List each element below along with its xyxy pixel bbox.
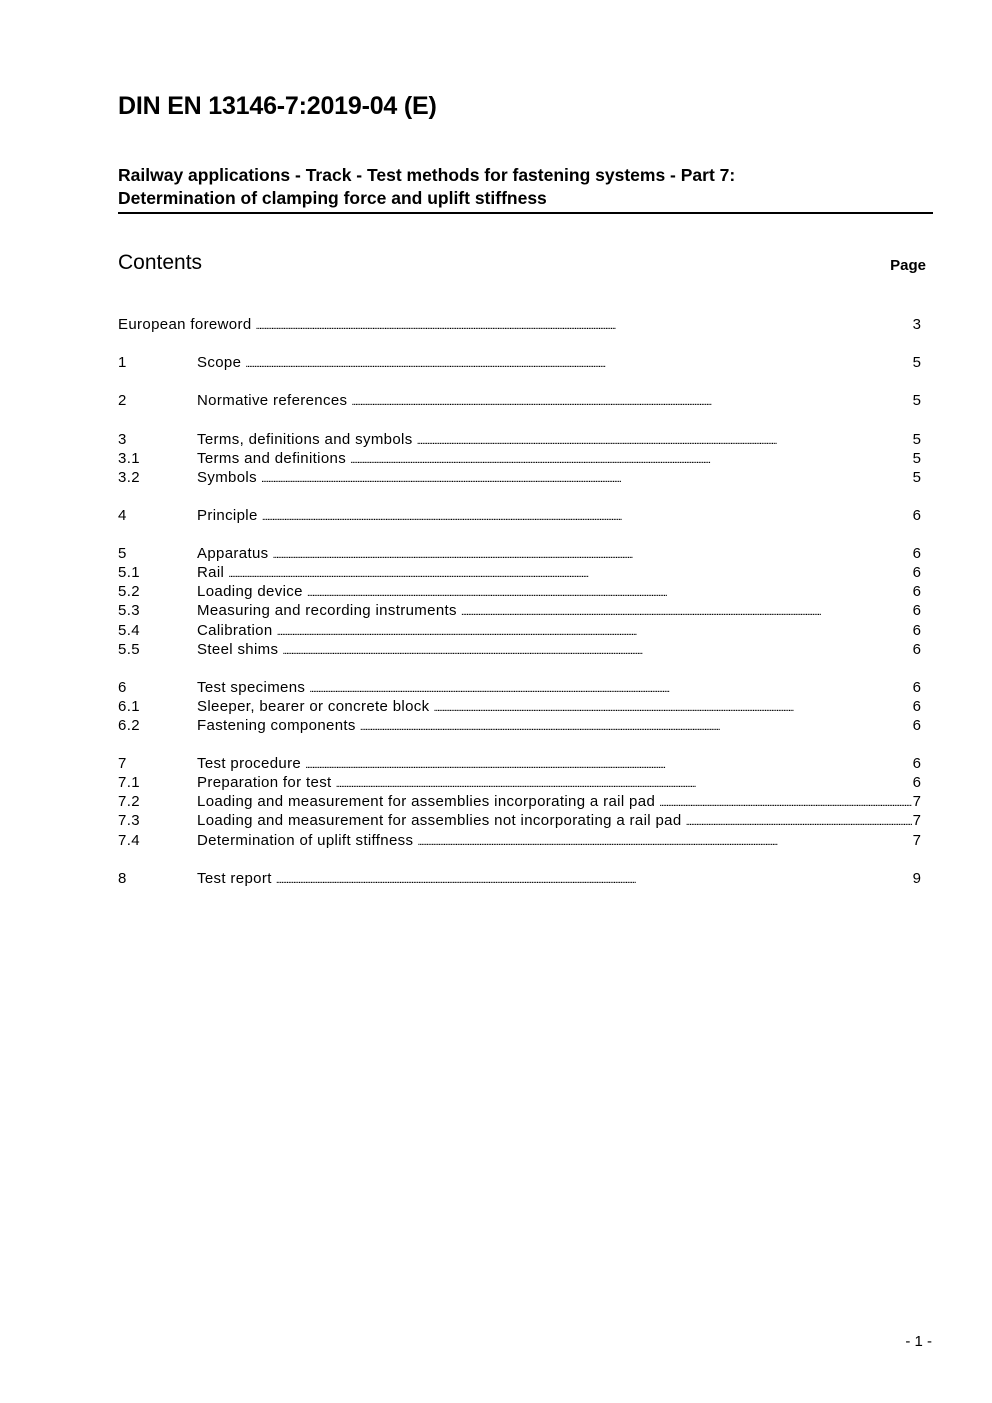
toc-leader-dots <box>351 391 911 410</box>
toc-leader-dots <box>434 697 912 716</box>
toc-entry-page: 6 <box>912 640 921 658</box>
toc-entry-number: 7.2 <box>118 793 140 811</box>
table-of-contents <box>118 315 921 888</box>
toc-entry-number: 7 <box>118 755 127 773</box>
toc-entry-title: Loading and measurement for assemblies not incorporating a rail pad <box>197 812 682 830</box>
toc-leader-dots <box>336 773 912 792</box>
toc-entry-page: 7 <box>912 812 921 830</box>
toc-entry[interactable] <box>118 716 921 735</box>
toc-entry[interactable] <box>118 869 921 888</box>
toc-entry-title: Terms, definitions and symbols <box>197 430 413 448</box>
toc-entry-title: Steel shims <box>197 640 279 658</box>
toc-entry[interactable] <box>118 544 921 563</box>
page-number: - 1 - <box>905 1333 932 1350</box>
toc-leader-dots <box>309 678 911 697</box>
toc-entry[interactable] <box>118 811 921 830</box>
toc-entry-number: 7.4 <box>118 831 140 849</box>
toc-entry[interactable] <box>118 391 921 410</box>
toc-leader-dots <box>276 869 912 888</box>
toc-entry-number: 5.5 <box>118 640 140 658</box>
toc-entry[interactable] <box>118 831 921 850</box>
document-title-line-1: Railway applications - Track - Test methods for fastening systems - Part 7: <box>118 165 736 185</box>
toc-entry-number: 7.3 <box>118 812 140 830</box>
toc-entry[interactable] <box>118 678 921 697</box>
toc-entry-page: 6 <box>912 583 921 601</box>
contents-heading: Contents <box>118 251 203 274</box>
toc-entry[interactable] <box>118 621 921 640</box>
toc-entry-page: 6 <box>912 602 921 620</box>
toc-entry-title: Loading device <box>197 583 303 601</box>
toc-entry-title: Determination of uplift stiffness <box>197 831 414 849</box>
toc-entry-title: Preparation for test <box>197 774 332 792</box>
toc-entry[interactable] <box>118 449 921 468</box>
toc-entry[interactable] <box>118 506 921 525</box>
page-column-heading: Page <box>890 257 926 274</box>
toc-leader-dots <box>307 582 912 601</box>
toc-entry-number: 4 <box>118 506 127 524</box>
toc-entry-number: 2 <box>118 392 127 410</box>
toc-entry-page: 5 <box>912 354 921 372</box>
document-title <box>118 164 933 214</box>
toc-entry[interactable] <box>118 430 921 449</box>
toc-entry-title: Test report <box>197 869 272 887</box>
toc-entry-title: Measuring and recording instruments <box>197 602 457 620</box>
toc-entry-page: 6 <box>912 678 921 696</box>
toc-entry-title: Fastening components <box>197 716 356 734</box>
toc-entry[interactable] <box>118 640 921 659</box>
toc-entry-number: 3.2 <box>118 468 140 486</box>
toc-entry-page: 6 <box>912 545 921 563</box>
toc-leader-dots <box>277 621 912 640</box>
toc-entry-title: Terms and definitions <box>197 449 347 467</box>
toc-entry-page: 7 <box>912 831 921 849</box>
toc-leader-dots <box>245 353 911 372</box>
toc-entry-title: Sleeper, bearer or concrete block <box>197 697 430 715</box>
toc-entry[interactable] <box>118 582 921 601</box>
toc-entry-number: 6.2 <box>118 716 140 734</box>
toc-leader-dots <box>228 563 911 582</box>
toc-entry-title: Test procedure <box>197 755 302 773</box>
toc-entry-title: Apparatus <box>197 545 269 563</box>
toc-leader-dots <box>261 468 912 487</box>
toc-leader-dots <box>360 716 912 735</box>
toc-leader-dots <box>350 449 912 468</box>
toc-entry[interactable] <box>118 353 921 372</box>
toc-entry[interactable] <box>118 773 921 792</box>
toc-entry-number: 5.2 <box>118 583 140 601</box>
toc-entry[interactable] <box>118 754 921 773</box>
document-title-line-2: Determination of clamping force and uplift stiffness <box>118 188 547 208</box>
toc-entry-number: 6.1 <box>118 697 140 715</box>
toc-entry-title: European foreword <box>118 316 252 333</box>
toc-entry-page: 9 <box>912 869 921 887</box>
toc-entry-title: Test specimens <box>197 678 306 696</box>
toc-entry-number: 3.1 <box>118 449 140 467</box>
toc-leader-dots <box>256 315 912 334</box>
toc-entry-title: Loading and measurement for assemblies incorporating a rail pad <box>197 793 656 811</box>
toc-entry-page: 5 <box>912 392 921 410</box>
toc-leader-dots <box>273 544 912 563</box>
toc-leader-dots <box>417 430 912 449</box>
toc-entry-number: 1 <box>118 354 127 372</box>
toc-leader-dots <box>262 506 912 525</box>
toc-leader-dots <box>417 831 911 850</box>
document-id: DIN EN 13146-7:2019-04 (E) <box>118 92 437 120</box>
toc-entry-page: 7 <box>912 793 921 811</box>
toc-entry-page: 6 <box>912 621 921 639</box>
toc-entry-page: 5 <box>912 468 921 486</box>
toc-leader-dots <box>305 754 912 773</box>
toc-entry-number: 3 <box>118 430 127 448</box>
toc-leader-dots <box>282 640 911 659</box>
toc-leader-dots <box>686 811 912 830</box>
toc-leader-dots <box>461 601 912 620</box>
toc-entry-page: 6 <box>912 755 921 773</box>
toc-entry-number: 5.3 <box>118 602 140 620</box>
toc-entry-page: 6 <box>912 506 921 524</box>
toc-entry-number: 5 <box>118 545 127 563</box>
toc-leader-dots <box>659 792 912 811</box>
toc-entry[interactable] <box>118 563 921 582</box>
toc-entry-number: 5.1 <box>118 564 140 582</box>
toc-entry[interactable] <box>118 468 921 487</box>
toc-entry-number: 5.4 <box>118 621 140 639</box>
toc-entry-page: 5 <box>912 449 921 467</box>
toc-entry[interactable] <box>118 315 921 334</box>
toc-entry-title: Rail <box>197 564 225 582</box>
toc-entry[interactable] <box>118 697 921 716</box>
toc-entry[interactable] <box>118 792 921 811</box>
toc-entry-title: Normative references <box>197 392 348 410</box>
toc-entry-page: 6 <box>912 716 921 734</box>
toc-entry-number: 7.1 <box>118 774 140 792</box>
toc-entry-title: Scope <box>197 354 242 372</box>
toc-entry-number: 6 <box>118 678 127 696</box>
toc-entry-page: 3 <box>912 316 921 333</box>
toc-entry[interactable] <box>118 601 921 620</box>
toc-entry-title: Symbols <box>197 468 257 486</box>
toc-entry-title: Principle <box>197 506 258 524</box>
toc-entry-page: 6 <box>912 564 921 582</box>
toc-entry-page: 6 <box>912 697 921 715</box>
toc-entry-number: 8 <box>118 869 127 887</box>
toc-entry-page: 6 <box>912 774 921 792</box>
toc-entry-page: 5 <box>912 430 921 448</box>
toc-entry-title: Calibration <box>197 621 273 639</box>
